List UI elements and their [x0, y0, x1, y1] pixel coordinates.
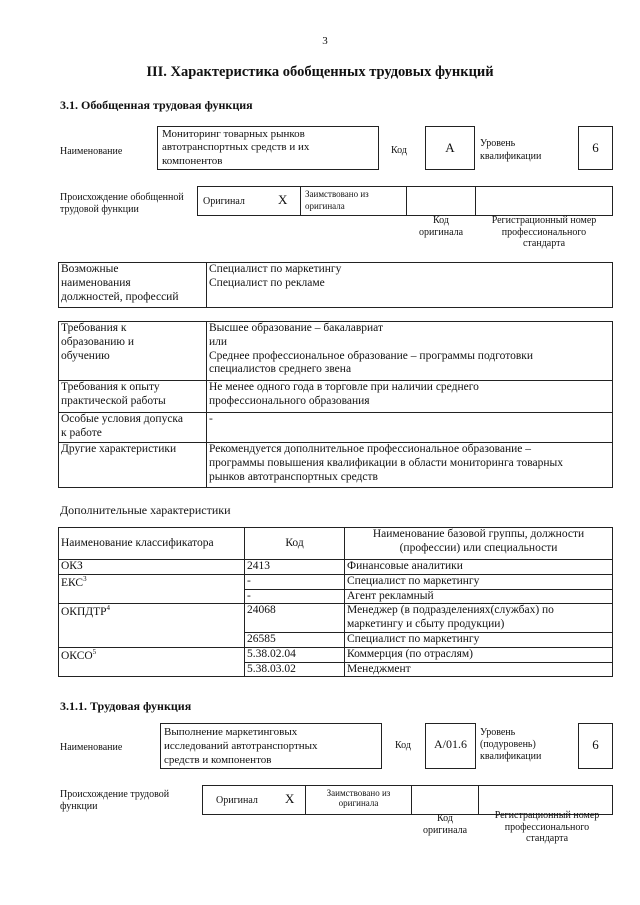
tf-reg-label — [478, 810, 616, 845]
footnote-mark: 5 — [92, 647, 97, 656]
tf-level-label: (подуровень) — [480, 739, 536, 750]
gtf-origin-label: трудовой функции — [60, 204, 139, 215]
tf-name-line: исследований автотранспортных — [164, 740, 318, 752]
gtf-borrowed-box — [300, 186, 407, 216]
classifier-cell — [59, 647, 245, 677]
gtf-borrowed-label: оригинала — [305, 201, 345, 211]
footnote-mark: 4 — [106, 604, 111, 613]
tf-original-box — [202, 785, 306, 815]
gtf-original-box — [197, 186, 301, 216]
gtf-name-line: Мониторинг товарных рынков — [162, 128, 305, 140]
code-cell: 2413 — [245, 560, 345, 575]
gtf-name-box — [157, 126, 379, 170]
tf-code-value: A/01.6 — [434, 737, 467, 751]
value-line: Не менее одного года в торговле при наличии среднего — [209, 381, 479, 393]
tf-code-box — [425, 723, 476, 769]
label-line: профессионального — [504, 821, 590, 833]
positions-table — [58, 262, 613, 308]
tf-name-box — [160, 723, 382, 769]
label-line: Код — [437, 813, 453, 824]
gtf-name-line: автотранспортных средств и их — [162, 141, 310, 153]
label-line: Требования к — [61, 322, 127, 334]
gtf-code-orig-box — [406, 186, 476, 216]
code-cell: 5.38.02.04 — [245, 647, 345, 662]
req-value — [207, 443, 613, 488]
tf-heading: 3.1.1. Трудовая функция — [60, 699, 192, 713]
gtf-original-mark: X — [278, 192, 288, 207]
gtf-level-label: квалификации — [480, 151, 542, 162]
gtf-reg-label — [475, 215, 613, 250]
gtf-heading: 3.1. Обобщенная трудовая функция — [60, 98, 253, 112]
gtf-name-label: Наименование — [60, 146, 123, 157]
position-item: Специалист по маркетингу — [209, 263, 342, 275]
label-line: стандарта — [525, 833, 569, 844]
label-line: оригинала — [422, 824, 468, 836]
page-number: 3 — [322, 35, 328, 47]
label-line: стандарта — [522, 238, 566, 249]
gtf-level-value: 6 — [592, 140, 599, 155]
label-line: практической работы — [61, 394, 166, 407]
name-cell: Агент рекламный — [345, 589, 613, 604]
label-line: Регистрационный номер — [494, 810, 600, 821]
tf-borrowed-box — [305, 785, 412, 815]
gtf-level-box — [578, 126, 613, 170]
code-cell: - — [245, 589, 345, 604]
header-line: Наименование базовой группы, должности — [372, 528, 585, 540]
name-cell: Коммерция (по отраслям) — [345, 647, 613, 662]
req-value — [207, 413, 613, 443]
tf-origin-label: функции — [60, 801, 98, 812]
classifier-name: ОКСО — [61, 649, 93, 662]
table-row — [59, 647, 613, 662]
header-line: (профессии) или специальности — [399, 541, 558, 554]
table-row — [59, 574, 613, 589]
name-cell: Специалист по маркетингу — [345, 632, 613, 647]
label-line: Другие характеристики — [61, 443, 177, 455]
label-line: Возможные — [61, 263, 119, 275]
label-line: обучению — [61, 349, 110, 362]
requirements-table — [58, 321, 613, 488]
classifier-name: ОКПДТР — [61, 606, 107, 619]
label-line: Заимствовано из — [326, 788, 391, 798]
position-item: Специалист по рекламе — [209, 276, 325, 289]
gtf-name-line: компонентов — [162, 155, 223, 167]
header-classifier: Наименование классификатора — [59, 528, 245, 560]
value-line: рынков автотранспортных средств — [209, 470, 378, 483]
additional-table — [58, 527, 613, 677]
gtf-reg-box — [475, 186, 613, 216]
label-line: Регистрационный номер — [491, 215, 597, 226]
req-label — [59, 413, 207, 443]
additional-title: Дополнительные характеристики — [60, 503, 231, 517]
header-name — [345, 528, 613, 560]
value-line: - — [209, 413, 213, 425]
positions-values — [207, 263, 613, 308]
code-cell: 24068 — [245, 604, 345, 633]
tf-code-label: Код — [395, 740, 411, 751]
tf-origin-label: Происхождение трудовой — [60, 789, 170, 800]
label-line: к работе — [61, 426, 102, 439]
classifier-cell — [59, 604, 245, 647]
tf-code-orig-label — [411, 813, 479, 836]
value-line: специалистов среднего звена — [209, 363, 352, 376]
gtf-code-orig-label — [406, 215, 476, 238]
table-row — [59, 560, 613, 575]
tf-name-line: средств и компонентов — [164, 754, 272, 766]
label-line: образованию и — [61, 335, 134, 348]
req-label — [59, 322, 207, 381]
req-label — [59, 443, 207, 488]
name-line: маркетингу и сбыту продукции) — [347, 618, 505, 631]
req-label — [59, 381, 207, 413]
tf-borrowed-label — [306, 788, 411, 809]
value-line: профессионального образования — [209, 394, 370, 407]
classifier-name: ЕКС — [61, 576, 84, 589]
label-line: наименования — [61, 276, 131, 289]
gtf-code-label: Код — [391, 145, 407, 156]
code-cell: 5.38.03.02 — [245, 662, 345, 677]
value-line: Высшее образование – бакалавриат — [209, 322, 383, 334]
gtf-borrowed-label: Заимствовано из — [305, 189, 369, 199]
table-row — [59, 604, 613, 633]
section-title: III. Характеристика обобщенных трудовых функций — [146, 64, 494, 80]
tf-original-mark: X — [285, 791, 295, 806]
classifier-name: ОКЗ — [61, 560, 83, 572]
tf-level-label: Уровень — [480, 727, 516, 738]
name-cell: Финансовые аналитики — [345, 560, 613, 575]
label-line: оригинала — [418, 226, 464, 238]
gtf-level-label: Уровень — [480, 138, 516, 149]
footnote-mark: 3 — [83, 574, 87, 583]
label-line: должностей, профессий — [61, 290, 179, 303]
tf-name-label: Наименование — [60, 742, 123, 753]
tf-name-line: Выполнение маркетинговых — [164, 726, 298, 738]
label-line: Требования к опыту — [61, 381, 160, 393]
gtf-code-box — [425, 126, 475, 170]
classifier-cell — [59, 560, 245, 575]
name-cell — [345, 604, 613, 633]
name-cell: Специалист по маркетингу — [345, 574, 613, 589]
label-line: профессионального — [501, 226, 587, 238]
name-cell: Менеджмент — [345, 662, 613, 677]
gtf-original-label: Оригинал — [203, 196, 245, 207]
label-line: Код — [433, 215, 449, 226]
label-line: Особые условия допуска — [61, 413, 183, 425]
tf-original-label: Оригинал — [216, 795, 258, 806]
gtf-code-value: А — [445, 140, 455, 155]
req-value — [207, 322, 613, 381]
value-line: Среднее профессиональное образование – программы подготовки — [209, 349, 534, 362]
value-line: или — [209, 335, 228, 348]
code-cell: 26585 — [245, 632, 345, 647]
value-line: программы повышения квалификации в области мониторинга товарных — [209, 456, 564, 469]
classifier-cell — [59, 574, 245, 604]
value-line: Рекомендуется дополнительное профессиональное образование – — [209, 443, 532, 455]
tf-level-box — [578, 723, 613, 769]
gtf-origin-label: Происхождение обобщенной — [60, 192, 184, 203]
tf-code-orig-box — [411, 785, 479, 815]
tf-level-value: 6 — [592, 737, 599, 752]
req-value — [207, 381, 613, 413]
tf-level-label: квалификации — [480, 751, 542, 762]
code-cell: - — [245, 574, 345, 589]
header-code: Код — [245, 528, 345, 560]
label-line: оригинала — [338, 798, 379, 809]
positions-label — [59, 263, 207, 308]
name-line: Менеджер (в подразделениях(службах) по — [347, 604, 554, 617]
